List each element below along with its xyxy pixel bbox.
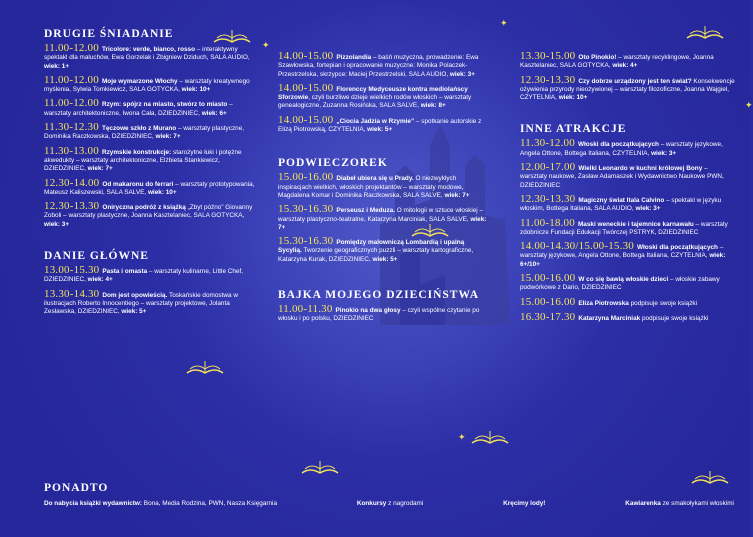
event-age: wiek: 8+ — [418, 102, 446, 110]
event-time: 11.00-12.00 — [44, 97, 99, 110]
event-time: 11.30-13.00 — [44, 144, 99, 157]
event-name: Pinokio na dwa głosy — [335, 307, 401, 315]
event-desc: podpisuje swoje książki — [640, 314, 709, 322]
event-desc: , czyli burzliwe dzieje wielkich rodów włoskich – warsztaty genealogiczne, Zuzanna Rosińska, SALA SALVE, — [278, 94, 472, 110]
event-name: Tęczowe szkło z Murano — [101, 125, 177, 133]
event — [278, 237, 488, 264]
column-1 — [44, 28, 259, 322]
event-time: 14.00-15.00 — [278, 81, 334, 94]
event-name: Tricolore: verde, bianco, rosso — [101, 46, 196, 53]
event — [44, 287, 259, 317]
event-desc: „Zbyt późno” Giovanny Zoboli – warsztaty plastyczne, Joanna Kasztelaniec, SALA GOTYCKA, — [44, 204, 253, 220]
event-desc: – warsztaty naukowe, Zasław Adamaszek i Wydawnictwo Naukowe PWN, DZIEDZINIEC — [520, 165, 724, 189]
event — [44, 266, 259, 285]
event — [44, 73, 259, 95]
footer-item-text: ze smakołykami włoskimi — [660, 500, 734, 507]
star-icon: ✦ — [745, 100, 753, 110]
event-name: Włoski dla początkujących — [636, 244, 718, 252]
footer-item — [503, 500, 545, 507]
event — [520, 52, 735, 71]
event-time: 13.00-15.30 — [44, 264, 100, 277]
footer-item-bold: Konkursy — [356, 500, 387, 507]
event-name: Florenccy Medyceusze kontra mediolańscy Sforzowie — [278, 85, 468, 102]
event — [278, 52, 488, 79]
event-age: wiek: 5+ — [119, 308, 147, 316]
event-name: Dom jest opowieścią. — [102, 291, 168, 299]
event — [278, 113, 488, 135]
event-name: Rzymskie konstrukcje: — [101, 148, 172, 156]
event-name: Czy dobrze urządzony jest ten świat? — [578, 77, 692, 85]
section-title: INNE ATRAKCJE — [520, 123, 627, 136]
event-time: 12.30-14.00 — [44, 176, 100, 189]
event-name: Od makaronu do ferrari — [102, 180, 174, 188]
event-time: 12.30-13.30 — [44, 200, 100, 213]
footer-item-bold: Do nabycia książki wydawnictw: — [44, 500, 143, 507]
footer-line — [44, 500, 734, 507]
event — [520, 295, 735, 308]
footer-item — [44, 500, 277, 507]
event — [278, 173, 488, 200]
event-name: Wielki Leonardo w kuchni królowej Bony — [578, 165, 703, 173]
event-time: 15.00-16.00 — [520, 295, 576, 308]
event-name: Diabeł ubiera się u Prady. — [336, 175, 414, 183]
event-name: Katarzyna Marciniak — [578, 314, 641, 322]
event-time: 16.30-17.30 — [520, 310, 576, 323]
event-name: Włoski dla początkujących — [577, 141, 659, 149]
event-name: Moje wymarzone Włochy — [101, 77, 178, 85]
event-name: Oto Pinokio! — [578, 54, 617, 61]
event-desc: – warsztaty prototypowania, Mateusz Kaliszewski, SALA SALVE, — [44, 180, 255, 196]
event-age: wiek: 3+ — [633, 205, 661, 213]
event — [44, 202, 259, 229]
event-time: 15.30-16.30 — [278, 203, 334, 216]
event-time: 15.30-16.30 — [278, 235, 334, 248]
event — [520, 139, 735, 158]
event-name: W co się bawią włoskie dzieci — [578, 276, 669, 284]
event-desc: – warsztaty kulinarne, Little Chef, DZIEDZINIEC, — [44, 268, 244, 284]
event-desc: – spektakl w języku włoskim, Bottega Italiana, SALA AUDIO, — [520, 196, 722, 213]
event-age: wiek: 10+ — [556, 94, 588, 102]
event — [278, 305, 488, 324]
event-time: 14.00-15.00 — [278, 50, 334, 62]
event-desc: Konsekwencje ożywienia przyrody nieożywionej – warsztaty filozoficzne, Joanna Wajgiel, CZYTELNIA, — [520, 77, 735, 102]
event-desc: – warsztaty kreatywnego myślenia, Sylwia Tomkiewicz, SALA GOTYCKA, — [44, 77, 250, 94]
event-time: 12.30-13.30 — [520, 73, 576, 86]
open-book-icon — [185, 355, 225, 377]
footer-item-text: z nagrodami — [386, 500, 424, 507]
event-desc: – warsztaty językowe, Angela Ottone, Bottega Italiana, CZYTELNIA, — [520, 141, 723, 157]
event-desc: podpisuje swoje książki — [628, 299, 698, 307]
event-time: 11.00-11.30 — [278, 303, 333, 316]
open-book-icon — [685, 20, 725, 42]
event-time: 12.30-13.30 — [520, 192, 576, 205]
column-2 — [278, 52, 488, 329]
star-icon: ✦ — [500, 18, 508, 28]
event-time: 12.00-17.00 — [520, 161, 576, 174]
event-desc: Toskańskie domostwa w ilustracjach Roberto Innocentiego – warsztaty projektowe, Jolanta Zesławska, DZIEDZINIEC, — [44, 291, 238, 316]
footer — [44, 482, 734, 507]
event-desc: – spotkanie autorskie z Elizą Piotrowską, CZYTELNIA, — [278, 117, 482, 134]
event-age: wiek: 3+ — [649, 149, 677, 157]
footer-item-text: Bona, Media Rodzina, PWN, Nasza Księgarnia — [142, 500, 278, 507]
column-3 — [520, 52, 735, 328]
event-name: Pomiędzy malowniczą Lombardią i upalną Sycylią. — [278, 239, 465, 255]
event-desc: O mitologii w sztuce włoskiej – warsztaty plastyczno-teatralne, Katarzyna Marciniak, SALA SALVE, — [278, 207, 484, 223]
event — [520, 163, 735, 190]
event-time: 15.00-16.00 — [278, 171, 334, 184]
event — [520, 73, 735, 103]
section-title: BAJKA MOJEGO DZIECIŃSTWA — [278, 289, 480, 302]
event-time: 11.30-12.00 — [520, 137, 575, 150]
event-name: Rzym: spójrz na miasto, stwórz to miasto — [101, 101, 228, 109]
event — [44, 144, 259, 174]
event-name: Pasta i omasta — [102, 268, 148, 276]
star-icon: ✦ — [458, 432, 466, 442]
event-desc: – warsztaty recyklingowe, Joanna Kasztelaniec, SALA GOTYCKA, — [520, 54, 714, 70]
star-icon: ✦ — [262, 40, 270, 50]
event-desc: – warsztaty architektoniczne, Iwona Cała, DZIEDZINIEC, — [44, 101, 233, 117]
event-desc: – włoskie zabawy podwórkowe z Dario, DZIEDZINIEC — [520, 276, 720, 292]
event-time: 13.30-14.30 — [44, 287, 100, 300]
section-title: DRUGIE ŚNIADANIE — [44, 28, 174, 40]
event-time: 11.30-12.30 — [44, 121, 99, 134]
event-age: wiek: 3+ — [448, 70, 475, 78]
event-name: „Ciocia Jadzia w Rzymie” — [336, 117, 415, 125]
event-desc: – interaktywny spektakl dla maluchów, Ewa Gorzelak i Zbigniew Dziduch, SALA AUDIO, — [44, 46, 250, 62]
event-desc: – warsztaty plastyczne, Dominika Raczkowska, DZIEDZINIEC, — [44, 125, 245, 141]
event — [44, 99, 259, 118]
event-name: Magiczny świat Itala Calvino — [578, 196, 665, 204]
open-book-icon — [470, 425, 510, 447]
event — [278, 205, 488, 232]
section-title: DANIE GŁÓWNE — [44, 250, 149, 263]
event — [278, 81, 488, 111]
event-name: Pizzolandia — [336, 54, 372, 61]
event — [44, 44, 259, 71]
event — [520, 310, 735, 323]
event-age: wiek: 7+ — [278, 215, 487, 231]
event — [44, 176, 259, 198]
event-name: Perseusz i Meduza. — [336, 207, 395, 215]
event-age: wiek: 3+ — [44, 220, 70, 228]
event-age: wiek: 5+ — [365, 126, 393, 134]
event-age: wiek: 4+ — [610, 62, 638, 70]
event-time: 11.00-12.00 — [44, 42, 99, 54]
event-time: 14.00-14.30/15.00-15.30 — [520, 240, 634, 253]
event-desc: Tworzenie geograficznych puzzli – warsztaty kartograficzne, Katarzyna Kurak, DZIEDZINIEC, — [278, 247, 474, 263]
event-age: wiek: 10+ — [146, 188, 177, 196]
event-age: wiek: 6+ — [199, 109, 227, 117]
open-book-icon — [212, 24, 252, 46]
event-desc: – warsztaty językowe, Angela Ottone, Bottega Italiana, CZYTELNIA, — [520, 244, 724, 260]
section-title: PONADTO — [44, 482, 109, 494]
event-desc: – baśń muzyczna, prowadzenie: Ewa Szawłowska, fortepian i opracowanie muzyczne: Monika Polaczek-Przestrzelska, skrzypce: Maciej Przestrzelski, SALA AUDIO, — [278, 54, 479, 78]
event-desc: starożytne łuki i potężne akwedukty – warsztaty architektoniczne, Elżbieta Stankiewicz, DZIEDZINIEC, — [44, 148, 242, 173]
open-book-icon — [410, 218, 450, 240]
event-desc: O niezwykłych inspiracjach wielkich, włoskich projektantów – warsztaty modowe, Magdalena Komar i Dominika Raczkowska, SALA SALVE, — [278, 175, 464, 199]
event-age: wiek: 7+ — [442, 191, 470, 199]
event-name: Eliza Piotrowska — [578, 299, 629, 307]
event-name: Oniryczna podróż z książką — [102, 204, 186, 212]
event — [520, 192, 735, 214]
event-age: wiek: 10+ — [179, 86, 211, 94]
event — [520, 274, 735, 293]
event-time: 13.30-15.00 — [520, 50, 576, 62]
event — [520, 216, 735, 238]
footer-item — [357, 500, 423, 507]
event-age: wiek: 5+ — [370, 255, 398, 263]
event-time: 15.00-16.00 — [520, 272, 576, 285]
event-time: 14.00-15.00 — [278, 113, 334, 126]
event-desc: – warsztaty zdobnicze Fundacji Edukacji Twórczej PSTRYK, DZIEDZINIEC — [520, 220, 728, 236]
footer-item-bold: Kręcimy lody! — [503, 500, 546, 507]
footer-item-bold: Kawiarenka — [625, 500, 661, 507]
event-age: wiek: 7+ — [85, 165, 113, 173]
event-age: wiek: 6+/10+ — [520, 252, 726, 268]
section-title: PODWIECZOREK — [278, 157, 388, 170]
event-name: Maski weneckie i tajemnice karnawału — [577, 220, 694, 228]
event-age: wiek: 4+ — [85, 276, 113, 284]
event-time: 11.00-18.00 — [520, 216, 575, 229]
open-book-icon — [300, 455, 340, 477]
footer-item — [625, 500, 734, 507]
event-age: wiek: 1+ — [44, 62, 70, 70]
event-age: wiek: 7+ — [153, 133, 181, 141]
event — [520, 242, 735, 269]
event-desc: – czyli wspólne czytanie po włosku i po polsku, DZIEDZINIEC — [278, 307, 480, 323]
event — [44, 123, 259, 142]
event-time: 11.00-12.00 — [44, 73, 99, 86]
